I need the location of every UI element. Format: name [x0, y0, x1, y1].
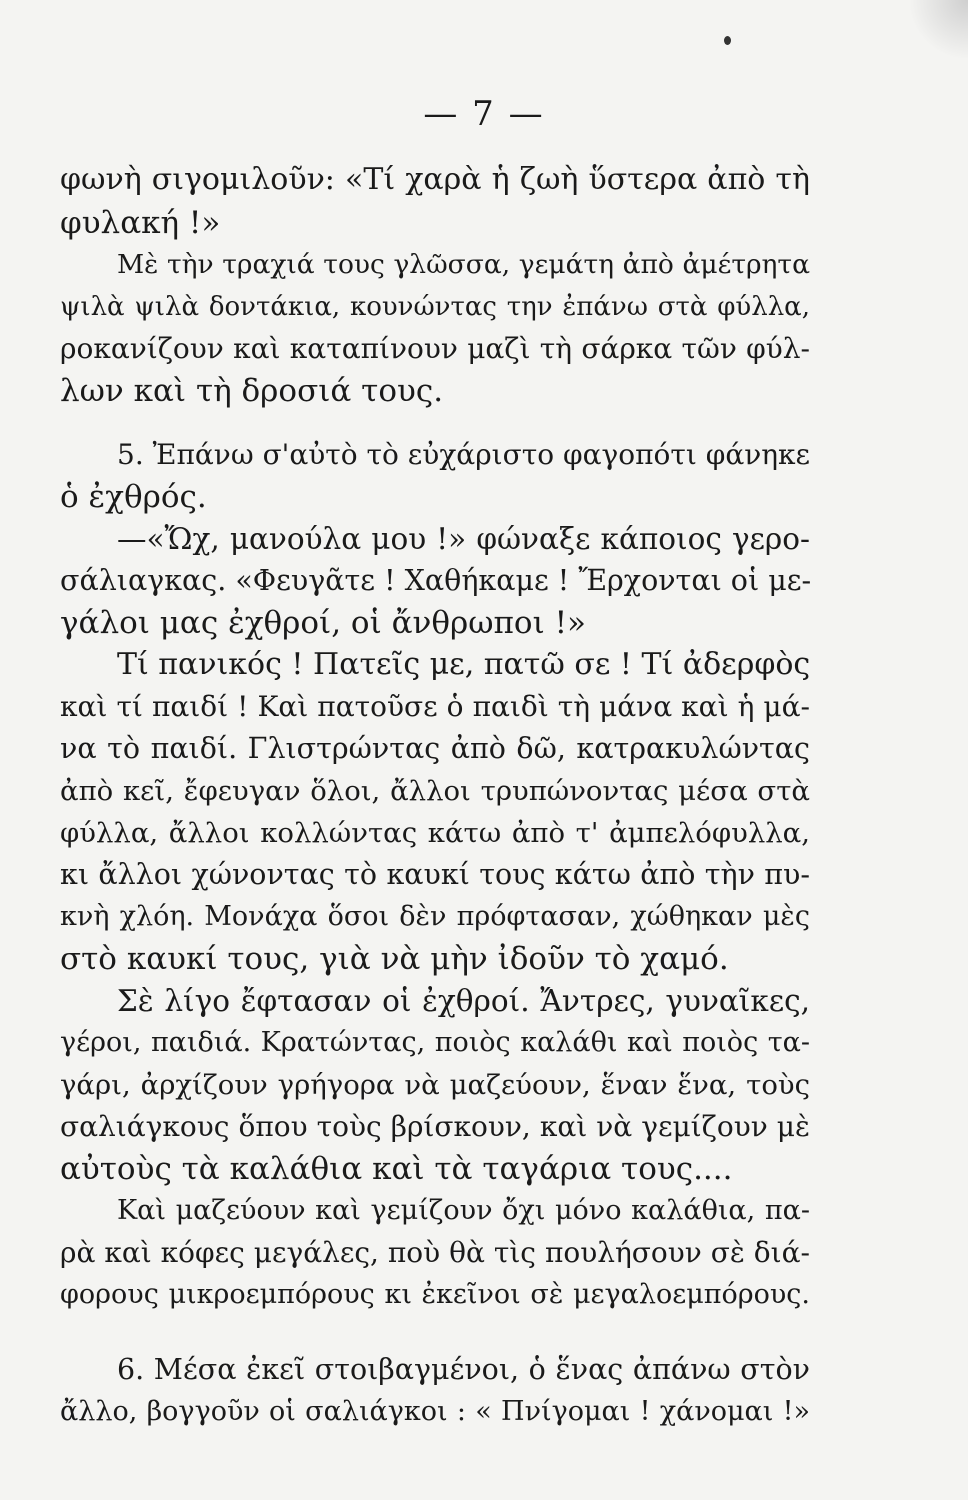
- text-line: κνὴ χλόη. Μονάχα ὅσοι δὲν πρόφτασαν, χώθηκαν μὲς: [60, 901, 810, 932]
- text-line: ρὰ καὶ κόφες μεγάλες, ποὺ θὰ τὶς πουλήσουν σὲ διά-: [60, 1236, 810, 1269]
- text-line: ψιλὰ ψιλὰ δοντάκια, κουνώντας την ἐπάνω στὰ φύλλα,: [60, 292, 810, 322]
- text-line: Σὲ λίγο ἔφτασαν οἱ ἐχθροί. Ἄντρες, γυναῖκες,: [117, 984, 810, 1018]
- text-line: Καὶ μαζεύουν καὶ γεμίζουν ὄχι μόνο καλάθια, πα-: [117, 1195, 810, 1226]
- text-line: ὁ ἐχθρός.: [60, 479, 207, 515]
- text-line: φορους μικροεμπόρους κι ἐκεῖνοι σὲ μεγαλοεμπόρους.: [60, 1279, 810, 1310]
- page-number: — 7 —: [423, 94, 545, 134]
- page-corner-shadow: [908, 0, 968, 60]
- text-line: Μὲ τὴν τραχιά τους γλῶσσα, γεμάτη ἀπὸ ἀμέτρητα: [117, 249, 810, 280]
- text-line: στὸ καυκί τους, γιὰ νὰ μὴν ἰδοῦν τὸ χαμό.: [60, 941, 729, 977]
- text-line: γάρι, ἀρχίζουν γρήγορα νὰ μαζεύουν, ἕναν ἕνα, τοὺς: [60, 1069, 810, 1101]
- text-line: φυλακή !»: [60, 205, 221, 241]
- text-line: φύλλα, ἄλλοι κολλώντας κάτω ἀπὸ τ' ἀμπελόφυλλα,: [60, 817, 810, 849]
- text-line: —«Ὤχ, μανούλα μου !» φώναξε κάποιος γερο-: [117, 522, 810, 556]
- text-line: αὐτοὺς τὰ καλάθια καὶ τὰ ταγάρια τους....: [60, 1151, 733, 1187]
- text-line: φωνὴ σιγομιλοῦν: «Τί χαρὰ ἡ ζωὴ ὕστερα ἀπὸ τὴ: [60, 162, 810, 197]
- text-line: ροκανίζουν καὶ καταπίνουν μαζὶ τὴ σάρκα τῶν φύλ-: [60, 332, 810, 365]
- text-line: γέροι, παιδιά. Κρατώντας, ποιὸς καλάθι καὶ ποιὸς τα-: [60, 1027, 810, 1058]
- text-line: λων καὶ τὴ δροσιά τους.: [60, 373, 444, 409]
- text-line: ἀπὸ κεῖ, ἔφευγαν ὅλοι, ἄλλοι τρυπώνοντας μέσα στὰ: [60, 775, 810, 807]
- ink-dot: [724, 36, 731, 45]
- text-line: σάλιαγκας. «Φευγᾶτε ! Χαθήκαμε ! Ἔρχονται οἱ με-: [60, 564, 812, 597]
- text-line: σαλιάγκους ὅπου τοὺς βρίσκουν, καὶ νὰ γεμίζουν μὲ: [60, 1110, 810, 1143]
- text-line: 5. Ἐπάνω σ'αὐτὸ τὸ εὐχάριστο φαγοπότι φάνηκε: [117, 438, 811, 471]
- text-line: ἄλλο, βογγοῦν οἱ σαλιάγκοι : « Πνίγομαι ! χάνομαι !»: [60, 1396, 810, 1427]
- text-line: Τί πανικός ! Πατεῖς με, πατῶ σε ! Τί ἀδερφὸς: [117, 647, 811, 682]
- text-line: 6. Μέσα ἐκεῖ στοιβαγμένοι, ὁ ἕνας ἀπάνω στὸν: [117, 1353, 810, 1386]
- text-line: γάλοι μας ἐχθροί, οἱ ἄνθρωποι !»: [60, 605, 587, 641]
- text-line: κι ἄλλοι χώνοντας τὸ καυκί τους κάτω ἀπὸ τὴν πυ-: [60, 858, 810, 891]
- text-line: καὶ τί παιδί ! Καὶ πατοῦσε ὁ παιδὶ τὴ μάνα καὶ ἡ μά-: [60, 690, 810, 723]
- text-line: να τὸ παιδί. Γλιστρώντας ἀπὸ δῶ, κατρακυλώντας: [60, 732, 810, 765]
